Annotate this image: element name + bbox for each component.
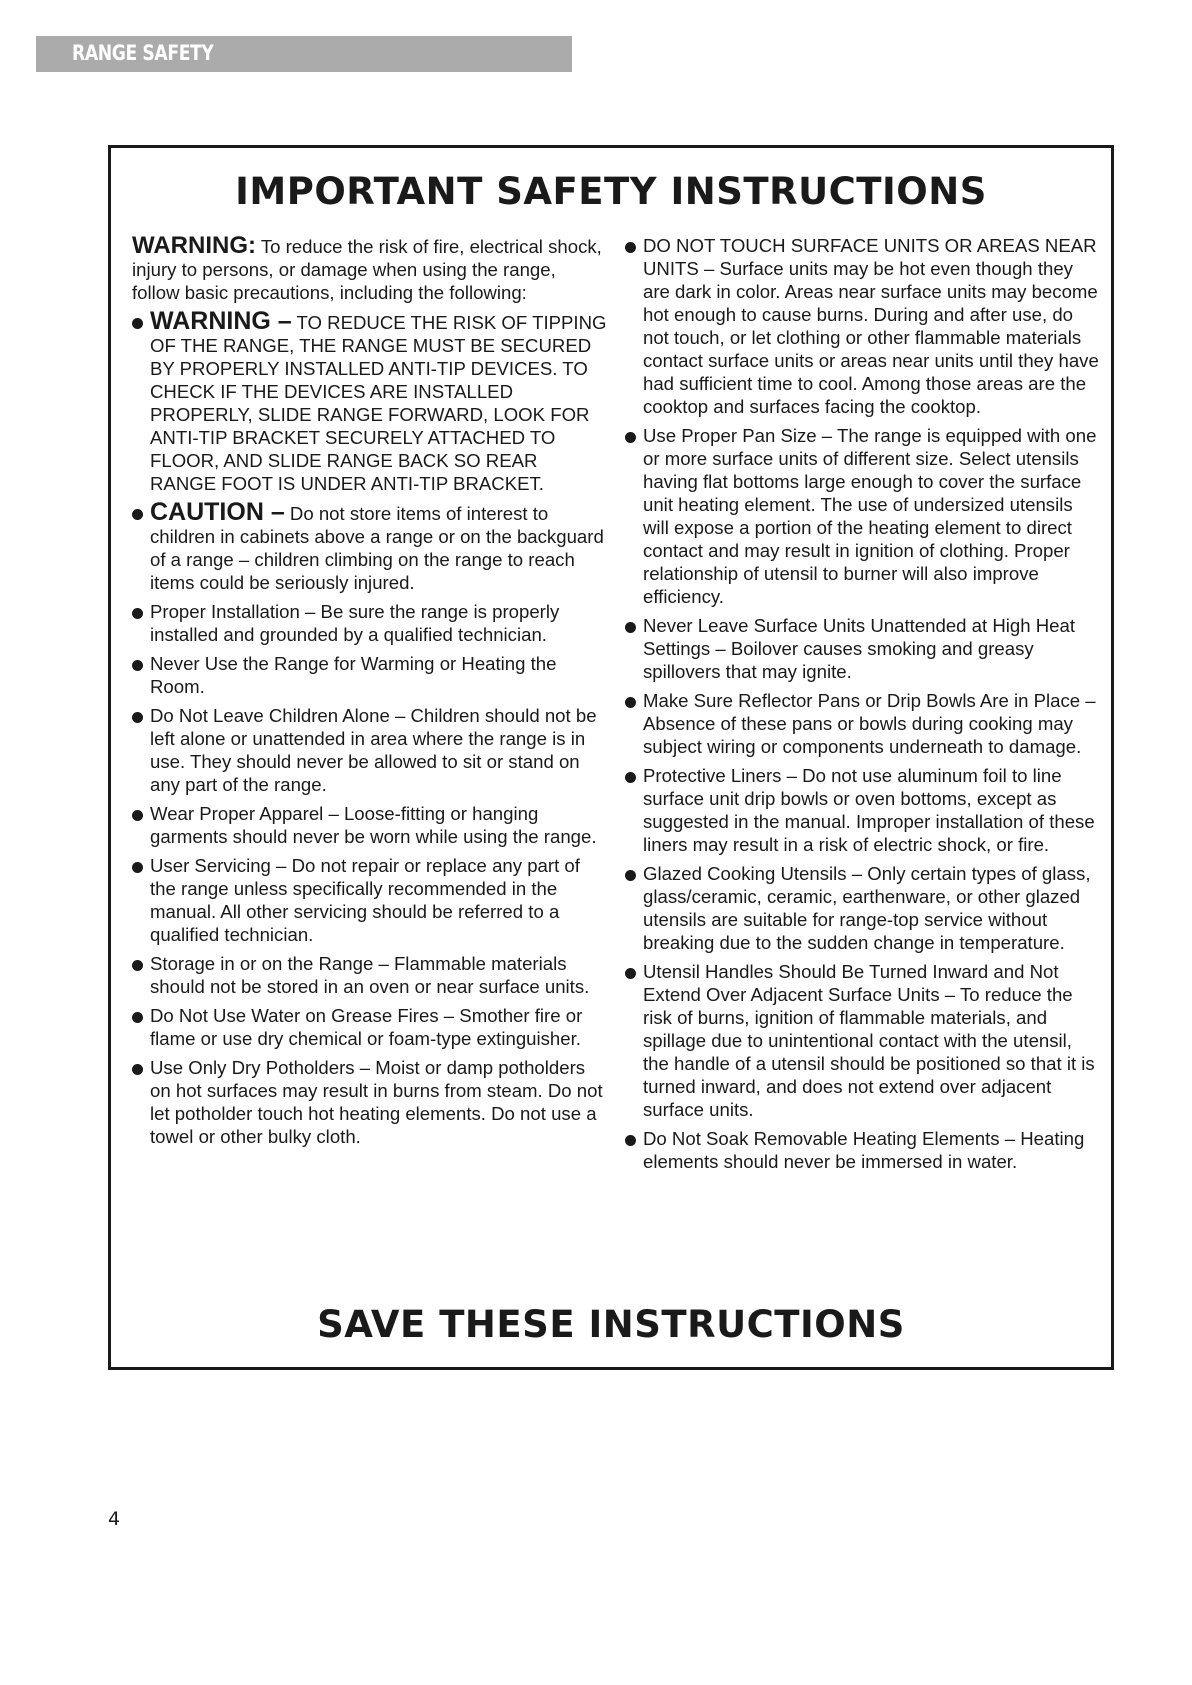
item-text: Do Not Leave Children Alone – Children should not be left alone or unattended in area where the range is in use. They should never be allowed to sit or stand on any part of the range.: [150, 705, 597, 795]
bullet-icon: [625, 697, 636, 708]
item-text: Do Not Use Water on Grease Fires – Smother fire or flame or use dry chemical or foam-type extinguisher.: [150, 1005, 583, 1049]
right-column: [625, 234, 1101, 1179]
section-header-label: RANGE SAFETY: [72, 41, 214, 65]
list-item: [132, 600, 607, 646]
right-bullet-list: [625, 234, 1101, 1173]
bullet-icon: [132, 810, 143, 821]
item-lead: WARNING –: [150, 307, 292, 335]
section-header-tab: [36, 36, 572, 72]
item-text: Utensil Handles Should Be Turned Inward and Not Extend Over Adjacent Surface Units – To reduce the risk of burns, ignition of flammable materials, and spillage due to unintentional contact with the utensil, the handle of a utensil should be positioned so that it is turned inward, and does not extend over adjacent surface units.: [643, 961, 1095, 1120]
list-item: [625, 960, 1101, 1121]
item-text: Never Use the Range for Warming or Heating the Room.: [150, 653, 557, 697]
list-item: [132, 952, 607, 998]
left-column: [132, 234, 607, 1154]
bullet-icon: [132, 960, 143, 971]
box-footer: SAVE THESE INSTRUCTIONS: [317, 1303, 905, 1346]
item-text: Wear Proper Apparel – Loose-fitting or hanging garments should never be worn while using the range.: [150, 803, 597, 847]
list-item: [132, 854, 607, 946]
bullet-icon: [625, 772, 636, 783]
bullet-icon: [625, 1135, 636, 1146]
bullet-icon: [132, 712, 143, 723]
box-title: IMPORTANT SAFETY INSTRUCTIONS: [235, 170, 987, 213]
list-item: [625, 689, 1101, 758]
warning-intro: [132, 234, 607, 304]
list-item: [625, 424, 1101, 608]
bullet-icon: [132, 660, 143, 671]
bullet-icon: [625, 622, 636, 633]
item-text: Glazed Cooking Utensils – Only certain types of glass, glass/ceramic, ceramic, earthenware, or other glazed utensils are suitable for range-top service without breaking due to the sudden change in temperature.: [643, 863, 1091, 953]
item-text: Proper Installation – Be sure the range is properly installed and grounded by a qualified technician.: [150, 601, 560, 645]
item-text: Never Leave Surface Units Unattended at High Heat Settings – Boilover causes smoking and greasy spillovers that may ignite.: [643, 615, 1076, 682]
item-text: Use Proper Pan Size – The range is equipped with one or more surface units of different size. Select utensils having flat bottoms large enough to cover the surface unit heating element. The use of undersized utensils will expose a portion of the heating element to direct contact and may result in ignition of clothing. Proper relationship of utensil to burner will also improve efficiency.: [643, 425, 1097, 607]
list-item: [132, 498, 607, 594]
bullet-icon: [132, 318, 143, 329]
bullet-icon: [132, 862, 143, 873]
bullet-icon: [625, 968, 636, 979]
bullet-icon: [132, 608, 143, 619]
item-text: Make Sure Reflector Pans or Drip Bowls Are in Place – Absence of these pans or bowls during cooking may subject wiring or components underneath to damage.: [643, 690, 1096, 757]
bullet-icon: [132, 1012, 143, 1023]
item-text: Protective Liners – Do not use aluminum foil to line surface unit drip bowls or oven bottoms, except as suggested in the manual. Improper installation of these liners may result in a risk of electric shock, or fire.: [643, 765, 1095, 855]
bullet-icon: [625, 870, 636, 881]
item-lead: CAUTION –: [150, 498, 285, 526]
list-item: [625, 1127, 1101, 1173]
item-text: TO REDUCE THE RISK OF TIPPING OF THE RANGE, THE RANGE MUST BE SECURED BY PROPERLY INSTALLED ANTI-TIP DEVICES. TO CHECK IF THE DEVICES ARE INSTALLED PROPERLY, SLIDE RANGE FORWARD, LOOK FOR ANTI-TIP BRACKET SECURELY ATTACHED TO FLOOR, AND SLIDE RANGE BACK SO REAR RANGE FOOT IS UNDER ANTI-TIP BRACKET.: [150, 312, 607, 494]
list-item: [132, 1004, 607, 1050]
safety-instructions-box: [108, 145, 1114, 1370]
item-text: DO NOT TOUCH SURFACE UNITS OR AREAS NEAR UNITS – Surface units may be hot even though they are dark in color. Areas near surface units may become hot enough to cause burns. During and after use, do not touch, or let clothing or other flammable materials contact surface units or areas near units until they have had sufficient time to cool. Among those areas are the cooktop and surfaces facing the cooktop.: [643, 235, 1099, 417]
list-item: [625, 234, 1101, 418]
bullet-icon: [132, 509, 143, 520]
warning-intro-label: WARNING:: [132, 232, 256, 259]
page-number: 4: [108, 1508, 121, 1530]
item-text: User Servicing – Do not repair or replace any part of the range unless specifically recommended in the manual. All other servicing should be referred to a qualified technician.: [150, 855, 580, 945]
list-item: [625, 862, 1101, 954]
bullet-icon: [625, 432, 636, 443]
list-item: [625, 614, 1101, 683]
left-bullet-list: [132, 307, 607, 1148]
warning-intro-text: To reduce the risk of fire, electrical shock, injury to persons, or damage when using the range, follow basic precautions, including the following:: [132, 236, 602, 303]
list-item: [132, 802, 607, 848]
list-item: [625, 764, 1101, 856]
list-item: [132, 704, 607, 796]
list-item: [132, 307, 607, 495]
list-item: [132, 652, 607, 698]
item-text: Do not store items of interest to children in cabinets above a range or on the backguard of a range – children climbing on the range to reach items could be seriously injured.: [150, 503, 604, 593]
list-item: [132, 1056, 607, 1148]
item-text: Use Only Dry Potholders – Moist or damp potholders on hot surfaces may result in burns from steam. Do not let potholder touch hot heating elements. Do not use a towel or other bulky cloth.: [150, 1057, 603, 1147]
bullet-icon: [132, 1064, 143, 1075]
item-text: Do Not Soak Removable Heating Elements – Heating elements should never be immersed in water.: [643, 1128, 1085, 1172]
item-text: Storage in or on the Range – Flammable materials should not be stored in an oven or near surface units.: [150, 953, 590, 997]
bullet-icon: [625, 242, 636, 253]
